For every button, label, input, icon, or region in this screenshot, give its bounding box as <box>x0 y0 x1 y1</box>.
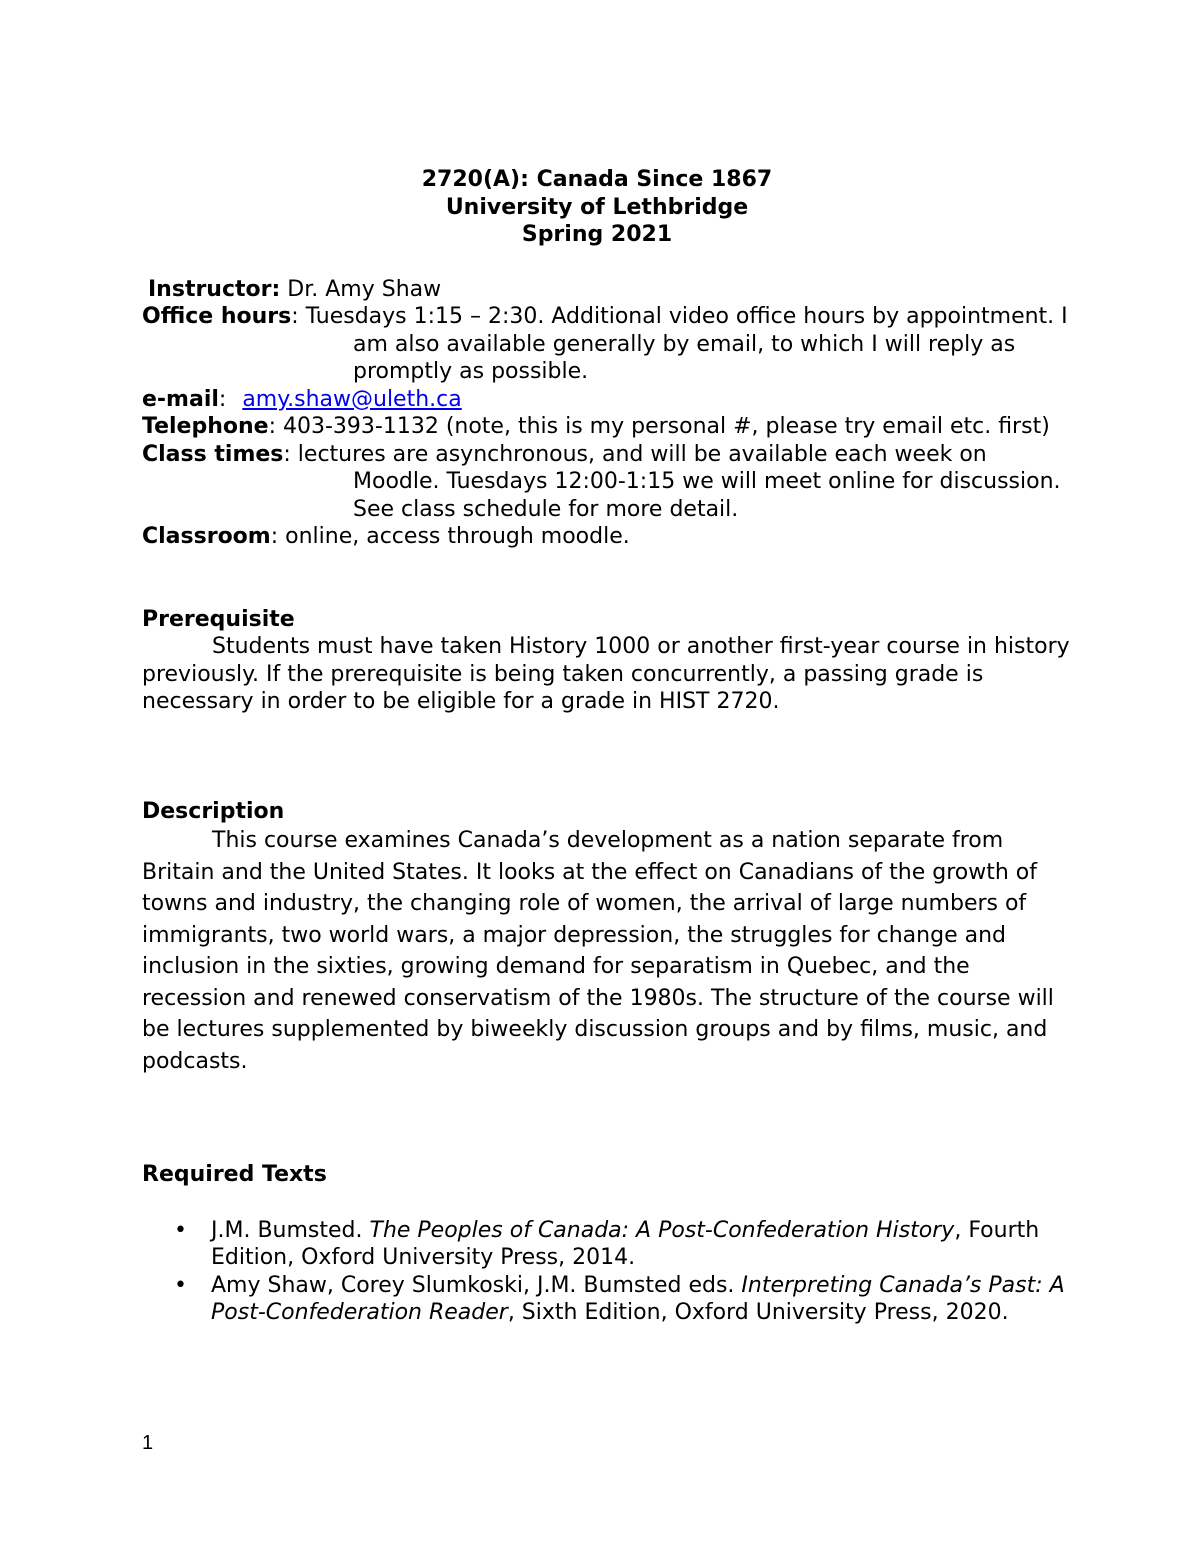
university-name: University of Lethbridge <box>445 194 749 220</box>
instructor-value: Dr. Amy Shaw <box>287 276 442 302</box>
description-body: This course examines Canada’s development as a nation separate from Britain and the United States. It looks at the effect on Canadians of the growth of towns and industry, the changing role of women, the arrival of large numbers of immigrants, two world wars, a major depression, the struggles for change and inclusion in the sixties, growing demand for separatism in Quebec, and the recession and renewed conservatism of the 1980s. The structure of the course will be lectures supplemented by biweekly discussion groups and by films, music, and podcasts. <box>142 828 1054 1074</box>
required-texts-section <box>142 1161 1072 1327</box>
bullet-icon: • <box>174 1217 187 1243</box>
text-title: Interpreting Canada’s Past: A Post-Confederation Reader <box>211 1272 1065 1325</box>
instructor-label: Instructor: <box>148 276 281 302</box>
prerequisite-body: Students must have taken History 1000 or another first-year course in history previously. If the prerequisite is being taken concurrently, a passing grade is necessary in order to be eligible for a grade in HIST 2720. <box>142 634 1070 714</box>
document-body <box>142 166 1072 1327</box>
course-info <box>142 276 1072 551</box>
classroom-line <box>142 523 1072 551</box>
class-times-line <box>142 441 1072 524</box>
email-link[interactable]: amy.shaw@uleth.ca <box>242 386 462 412</box>
classroom-value: : online, access through moodle. <box>270 524 630 549</box>
classroom-label: Classroom <box>142 524 271 549</box>
text-author: Amy Shaw, Corey Slumkoski, J.M. Bumsted eds. <box>211 1272 742 1298</box>
telephone-line <box>142 413 1072 441</box>
telephone-label: Telephone <box>142 414 269 439</box>
prerequisite-heading: Prerequisite <box>142 606 295 632</box>
text-author: J.M. Bumsted. <box>211 1217 370 1243</box>
bullet-icon: • <box>174 1272 187 1298</box>
required-texts-heading: Required Texts <box>142 1162 327 1187</box>
text-details: , Sixth Edition, Oxford University Press, 2020. <box>507 1300 1009 1325</box>
telephone-value: : 403-393-1132 (note, this is my personal #, please try email etc. first) <box>268 414 1050 439</box>
course-header <box>142 166 1052 249</box>
prerequisite-section <box>142 606 1072 716</box>
class-times-value: : lectures are asynchronous, and will be available each week on Moodle. Tuesdays 12:00-1:15 we will meet online for discussion. See class schedule for more detail. <box>283 441 1061 522</box>
description-section <box>142 798 1072 1078</box>
office-hours-label: Office hours <box>142 304 292 329</box>
office-hours-value: : Tuesdays 1:15 – 2:30. Additional video office hours by appointment. I am also available generally by email, to which I will reply as promptly as possible. <box>291 304 1068 384</box>
text-title: The Peoples of Canada: A Post-Confederation History <box>369 1217 955 1243</box>
email-label: e-mail <box>142 386 219 412</box>
list-item <box>142 1217 1072 1272</box>
required-texts-list <box>142 1217 1072 1327</box>
page-number: 1 <box>142 1432 154 1454</box>
office-hours-line <box>142 303 1072 386</box>
text-details: , Fourth Edition, Oxford University Press, 2014. <box>211 1217 1040 1270</box>
email-line <box>142 386 1072 414</box>
email-separator: : <box>218 386 227 412</box>
instructor-line <box>142 276 1072 304</box>
list-item <box>142 1272 1072 1327</box>
course-title: 2720(A): Canada Since 1867 <box>421 167 773 192</box>
class-times-label: Class times <box>142 441 284 467</box>
description-heading: Description <box>142 798 285 824</box>
term: Spring 2021 <box>521 222 673 247</box>
